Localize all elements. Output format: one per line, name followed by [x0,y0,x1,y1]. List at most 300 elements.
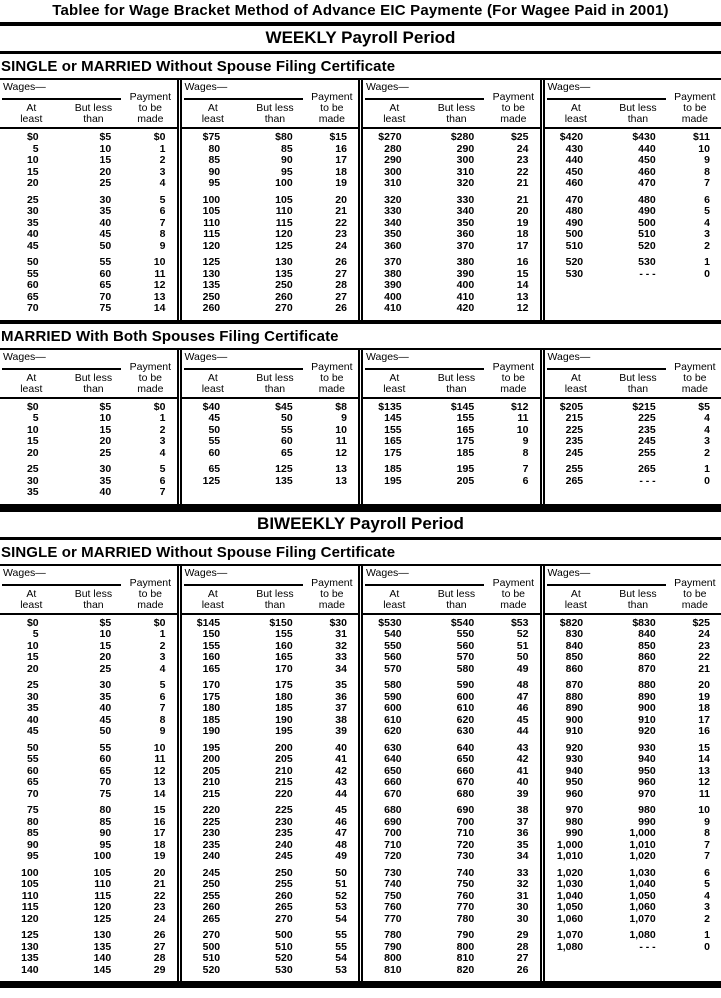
table-row [547,629,720,641]
payment-cell: 53 [308,965,356,977]
payment-cell: 14 [489,280,537,292]
wage-at-least-cell: $420 [547,132,606,144]
wage-but-less-cell: 130 [61,930,127,942]
wage-but-less-cell: 360 [424,229,490,241]
table-row [365,629,538,641]
wage-but-less-cell: 235 [242,828,308,840]
table-row [2,280,175,292]
wage-at-least-cell: 115 [184,229,243,241]
wage-but-less-cell: 950 [605,766,671,778]
wage-but-less-cell: 35 [61,476,127,488]
wage-but-less-cell: 220 [242,789,308,801]
wage-at-least-cell: 270 [184,930,243,942]
wage-at-least-cell: 740 [365,879,424,891]
wage-but-less-cell: 940 [605,754,671,766]
wage-but-less-cell: 160 [242,641,308,653]
payment-cell: 49 [489,664,537,676]
wage-at-least-cell: 870 [547,680,606,692]
payment-cell: 7 [671,840,719,852]
payment-cell: 2 [671,914,719,926]
table-row [184,914,357,926]
payment-cell: 9 [671,155,719,167]
payment-cell: 18 [671,703,719,715]
wage-at-least-cell: 120 [184,241,243,253]
table-row [365,828,538,840]
payment-cell: 3 [126,167,174,179]
payment-cell: $25 [671,618,719,630]
wage-but-less-cell: 30 [61,195,127,207]
table-row [547,902,720,914]
payment-cell: 7 [489,464,537,476]
wage-at-least-cell: 880 [547,692,606,704]
wage-but-less-cell: 195 [242,726,308,738]
payment-cell: 14 [126,789,174,801]
wage-but-less-cell: 105 [61,868,127,880]
table-row [365,879,538,891]
wages-label: Wages— [2,568,121,586]
payment-cell: 41 [308,754,356,766]
table-row [365,914,538,926]
payment-cell: $0 [126,132,174,144]
wage-but-less-cell: 630 [424,726,490,738]
wage-at-least-cell: 440 [547,155,606,167]
wage-but-less-cell: 65 [61,766,127,778]
payment-cell: 24 [671,629,719,641]
wage-but-less-cell: 840 [605,629,671,641]
column-header [363,350,540,399]
wage-at-least-cell: 380 [365,269,424,281]
column-body [363,615,540,982]
wage-but-less-cell: 175 [424,436,490,448]
period-title-biweekly: BIWEEKLY Payroll Period [257,514,464,533]
wage-at-least-cell: 80 [2,817,61,829]
column-body [545,129,721,285]
wage-at-least-cell: $0 [2,618,61,630]
wage-but-less-cell: 730 [424,851,490,863]
payment-cell: 46 [489,703,537,715]
wage-but-less-cell: 390 [424,269,490,281]
wage-at-least-cell: 910 [547,726,606,738]
wage-at-least-cell: $270 [365,132,424,144]
wage-at-least-cell: 155 [184,641,243,653]
wage-at-least-cell: 640 [365,754,424,766]
table-row [547,879,720,891]
table-row [184,805,357,817]
wage-at-least-cell: 930 [547,754,606,766]
table-row [184,155,357,167]
column-header [363,566,540,615]
wage-but-less-cell: 660 [424,766,490,778]
table-row [365,241,538,253]
payment-cell: $15 [308,132,356,144]
wage-but-less-cell: 255 [605,448,671,460]
table-row [184,241,357,253]
payment-cell: 7 [671,851,719,863]
payment-cell: 35 [489,840,537,852]
payment-cell: $30 [308,618,356,630]
payment-cell: 32 [308,641,356,653]
payment-header-label: Payment to be made [671,362,719,395]
payment-cell: 27 [308,269,356,281]
wage-at-least-cell: 30 [2,692,61,704]
table-row [365,902,538,914]
column-body [0,399,177,504]
payment-cell: $0 [126,402,174,414]
wage-at-least-cell: 400 [365,292,424,304]
wage-at-least-cell: 1,070 [547,930,606,942]
table-row [547,476,720,488]
row-group [2,743,175,801]
wages-label: Wages— [184,82,303,100]
payment-cell: 17 [126,828,174,840]
payment-cell: 28 [126,953,174,965]
wage-but-less-cell: $430 [605,132,671,144]
payment-cell: 29 [126,965,174,977]
wage-but-less-cell: 580 [424,664,490,676]
wage-at-least-cell: 185 [184,715,243,727]
payment-cell: 2 [126,425,174,437]
table-row [184,178,357,190]
row-group [365,257,538,315]
wage-at-least-cell: 540 [365,629,424,641]
wage-but-less-cell: 510 [242,942,308,954]
payment-cell: 12 [308,448,356,460]
wage-but-less-cell: 640 [424,743,490,755]
table-row [547,828,720,840]
wage-but-less-cell: 170 [242,664,308,676]
payment-cell: 30 [489,914,537,926]
wage-but-less-cell: 960 [605,777,671,789]
wage-at-least-cell: 510 [547,241,606,253]
period-band-biweekly [0,508,721,540]
but-less-label: But less than [424,370,490,395]
payment-cell: 53 [308,902,356,914]
table-row [2,303,175,315]
wage-at-least-cell: 30 [2,476,61,488]
wage-but-less-cell: 810 [424,953,490,965]
table-row [2,487,175,499]
table-row [547,178,720,190]
wage-but-less-cell: 770 [424,902,490,914]
wage-but-less-cell: 55 [61,743,127,755]
wage-at-least-cell: 340 [365,218,424,230]
wage-at-least-cell: 60 [2,280,61,292]
table-row [547,789,720,801]
column-body [182,399,359,493]
but-less-label: But less than [61,586,127,611]
wage-but-less-cell: 205 [242,754,308,766]
table-row [2,257,175,269]
payment-cell: 40 [489,777,537,789]
table-row [365,789,538,801]
payment-cell: 13 [308,464,356,476]
wage-at-least-cell: 560 [365,652,424,664]
wage-but-less-cell: 380 [424,257,490,269]
wage-at-least-cell: 770 [365,914,424,926]
table-row [2,902,175,914]
payment-cell: 36 [489,828,537,840]
wage-but-less-cell: 440 [605,144,671,156]
column-body [182,129,359,320]
payment-cell: 44 [489,726,537,738]
row-group [184,805,357,863]
wage-but-less-cell: 245 [605,436,671,448]
at-least-label: At least [184,370,243,395]
wage-but-less-cell: 115 [242,218,308,230]
payment-cell: 11 [489,413,537,425]
wage-at-least-cell: 15 [2,652,61,664]
wage-but-less-cell: 75 [61,789,127,801]
wage-but-less-cell: 25 [61,448,127,460]
bracket-table-biweekly-single [0,564,721,989]
wage-but-less-cell: 225 [605,413,671,425]
table-row [547,464,720,476]
wages-label: Wages— [547,568,666,586]
wage-but-less-cell: $280 [424,132,490,144]
row-group [547,464,720,487]
payment-cell: 5 [126,680,174,692]
heading-biweekly-single: SINGLE or MARRIED Without Spouse Filing Certificate [0,540,721,564]
row-group [365,930,538,976]
wage-at-least-cell: 55 [2,269,61,281]
wage-but-less-cell: 130 [242,257,308,269]
table-row [184,257,357,269]
wage-at-least-cell: 130 [2,942,61,954]
wage-but-less-cell: 165 [424,425,490,437]
wage-but-less-cell: 860 [605,652,671,664]
row-group [547,868,720,926]
wage-but-less-cell: 620 [424,715,490,727]
row-group [365,743,538,801]
column-group [0,80,177,320]
at-least-label: At least [365,586,424,611]
wage-at-least-cell: 110 [184,218,243,230]
wage-but-less-cell: 1,020 [605,851,671,863]
wages-label: Wages— [365,82,484,100]
payment-cell: 1 [126,144,174,156]
column-group [358,566,540,982]
wage-at-least-cell: 95 [184,178,243,190]
table-row [2,703,175,715]
wage-but-less-cell: 990 [605,817,671,829]
payment-cell: 26 [308,303,356,315]
wage-but-less-cell: 60 [61,754,127,766]
table-row [184,828,357,840]
payment-cell: 17 [489,241,537,253]
column-header [545,350,721,399]
payment-cell: 11 [671,789,719,801]
wage-at-least-cell: 240 [184,851,243,863]
wage-at-least-cell: 200 [184,754,243,766]
wage-but-less-cell: $5 [61,402,127,414]
wage-at-least-cell: 130 [184,269,243,281]
wage-but-less-cell: - - - [605,942,671,954]
table-row [184,476,357,488]
table-row [184,879,357,891]
payment-cell: 5 [671,879,719,891]
table-row [547,726,720,738]
wage-but-less-cell: 225 [242,805,308,817]
table-row [547,229,720,241]
payment-cell: 19 [126,851,174,863]
table-row [184,703,357,715]
at-least-label: At least [184,586,243,611]
wage-but-less-cell: 185 [424,448,490,460]
payment-cell: 50 [489,652,537,664]
wage-at-least-cell: 5 [2,413,61,425]
column-group [540,350,721,504]
wage-at-least-cell: 110 [2,891,61,903]
wage-at-least-cell: 50 [2,743,61,755]
wage-at-least-cell: 460 [547,178,606,190]
payment-cell: 44 [308,789,356,801]
payment-cell: 45 [489,715,537,727]
footer-space [0,988,721,998]
payment-cell: 20 [671,680,719,692]
table-row [184,132,357,144]
table-row [2,930,175,942]
wage-at-least-cell: 630 [365,743,424,755]
wage-but-less-cell: 235 [605,425,671,437]
wage-but-less-cell: $80 [242,132,308,144]
payment-cell: 4 [126,178,174,190]
wage-at-least-cell: 800 [365,953,424,965]
payment-cell: 34 [308,664,356,676]
payment-cell: 10 [308,425,356,437]
payment-cell: 26 [308,257,356,269]
table-row [365,448,538,460]
table-row [547,206,720,218]
wage-at-least-cell: 600 [365,703,424,715]
wage-but-less-cell: 140 [61,953,127,965]
payment-cell: 5 [126,464,174,476]
payment-cell: 11 [308,436,356,448]
payment-header-label: Payment to be made [308,92,356,125]
column-group [177,80,359,320]
wage-but-less-cell: 95 [61,840,127,852]
table-row [184,206,357,218]
wage-but-less-cell: 310 [424,167,490,179]
wage-at-least-cell: 195 [365,476,424,488]
wage-at-least-cell: 1,080 [547,942,606,954]
wage-but-less-cell: 90 [242,155,308,167]
wage-but-less-cell: 690 [424,805,490,817]
wage-but-less-cell: 125 [242,464,308,476]
table-row [547,805,720,817]
wage-but-less-cell: 30 [61,464,127,476]
wage-but-less-cell: 20 [61,436,127,448]
wage-but-less-cell: 790 [424,930,490,942]
wages-label: Wages— [184,568,303,586]
wage-at-least-cell: 255 [547,464,606,476]
wage-but-less-cell: 820 [424,965,490,977]
payment-cell: 54 [308,914,356,926]
wage-at-least-cell: 280 [365,144,424,156]
wage-at-least-cell: 40 [2,229,61,241]
wage-at-least-cell: 15 [2,167,61,179]
wage-but-less-cell: 590 [424,680,490,692]
table-row [365,652,538,664]
wage-at-least-cell: 235 [547,436,606,448]
row-group [365,195,538,253]
wage-but-less-cell: 1,040 [605,879,671,891]
bracket-table-weekly-married [0,348,721,508]
wage-but-less-cell: 65 [61,280,127,292]
column-header [545,566,721,615]
payment-cell: 20 [308,195,356,207]
table-row [547,155,720,167]
wage-at-least-cell: $40 [184,402,243,414]
wage-but-less-cell: 450 [605,155,671,167]
row-group [547,257,720,280]
payment-cell: $12 [489,402,537,414]
wage-but-less-cell: 850 [605,641,671,653]
period-title-weekly: WEEKLY Payroll Period [266,28,456,47]
payment-cell: 19 [671,692,719,704]
payment-cell: 7 [126,218,174,230]
wage-at-least-cell: 220 [184,805,243,817]
wage-but-less-cell: 910 [605,715,671,727]
wages-label: Wages— [2,352,121,370]
payment-cell: 1 [126,629,174,641]
payment-cell: 21 [489,195,537,207]
payment-cell: 8 [671,167,719,179]
wage-at-least-cell: 45 [2,241,61,253]
payment-cell: 16 [489,257,537,269]
table-row [547,703,720,715]
table-row [2,726,175,738]
wage-but-less-cell: - - - [605,476,671,488]
table-row [184,754,357,766]
column-header [182,350,359,399]
row-group [184,132,357,190]
table-row [547,448,720,460]
payment-cell: 4 [671,891,719,903]
table-row [2,436,175,448]
payment-cell: 3 [126,436,174,448]
wage-but-less-cell: 460 [605,167,671,179]
payment-cell: 12 [489,303,537,315]
wage-but-less-cell: 50 [61,726,127,738]
payment-cell: 9 [308,413,356,425]
payment-cell: 23 [308,229,356,241]
payment-cell: 23 [126,902,174,914]
payment-header-label: Payment to be made [126,578,174,611]
wage-but-less-cell: 270 [242,914,308,926]
wage-at-least-cell: 75 [2,805,61,817]
wage-but-less-cell: 330 [424,195,490,207]
bracket-table-weekly-single [0,78,721,324]
wage-at-least-cell: 520 [184,965,243,977]
wage-but-less-cell: 510 [605,229,671,241]
payment-cell: 52 [308,891,356,903]
wage-but-less-cell: 75 [61,303,127,315]
payment-cell: 31 [308,629,356,641]
payment-cell: 21 [671,664,719,676]
wage-at-least-cell: 1,050 [547,902,606,914]
wage-at-least-cell: 40 [2,715,61,727]
payment-cell: 1 [671,464,719,476]
table-row [2,879,175,891]
table-row [365,464,538,476]
wage-at-least-cell: 850 [547,652,606,664]
payment-cell: 13 [126,292,174,304]
at-least-label: At least [2,370,61,395]
wage-but-less-cell: 45 [61,229,127,241]
payment-cell: $0 [126,618,174,630]
table-row [365,703,538,715]
payment-cell: 28 [308,280,356,292]
